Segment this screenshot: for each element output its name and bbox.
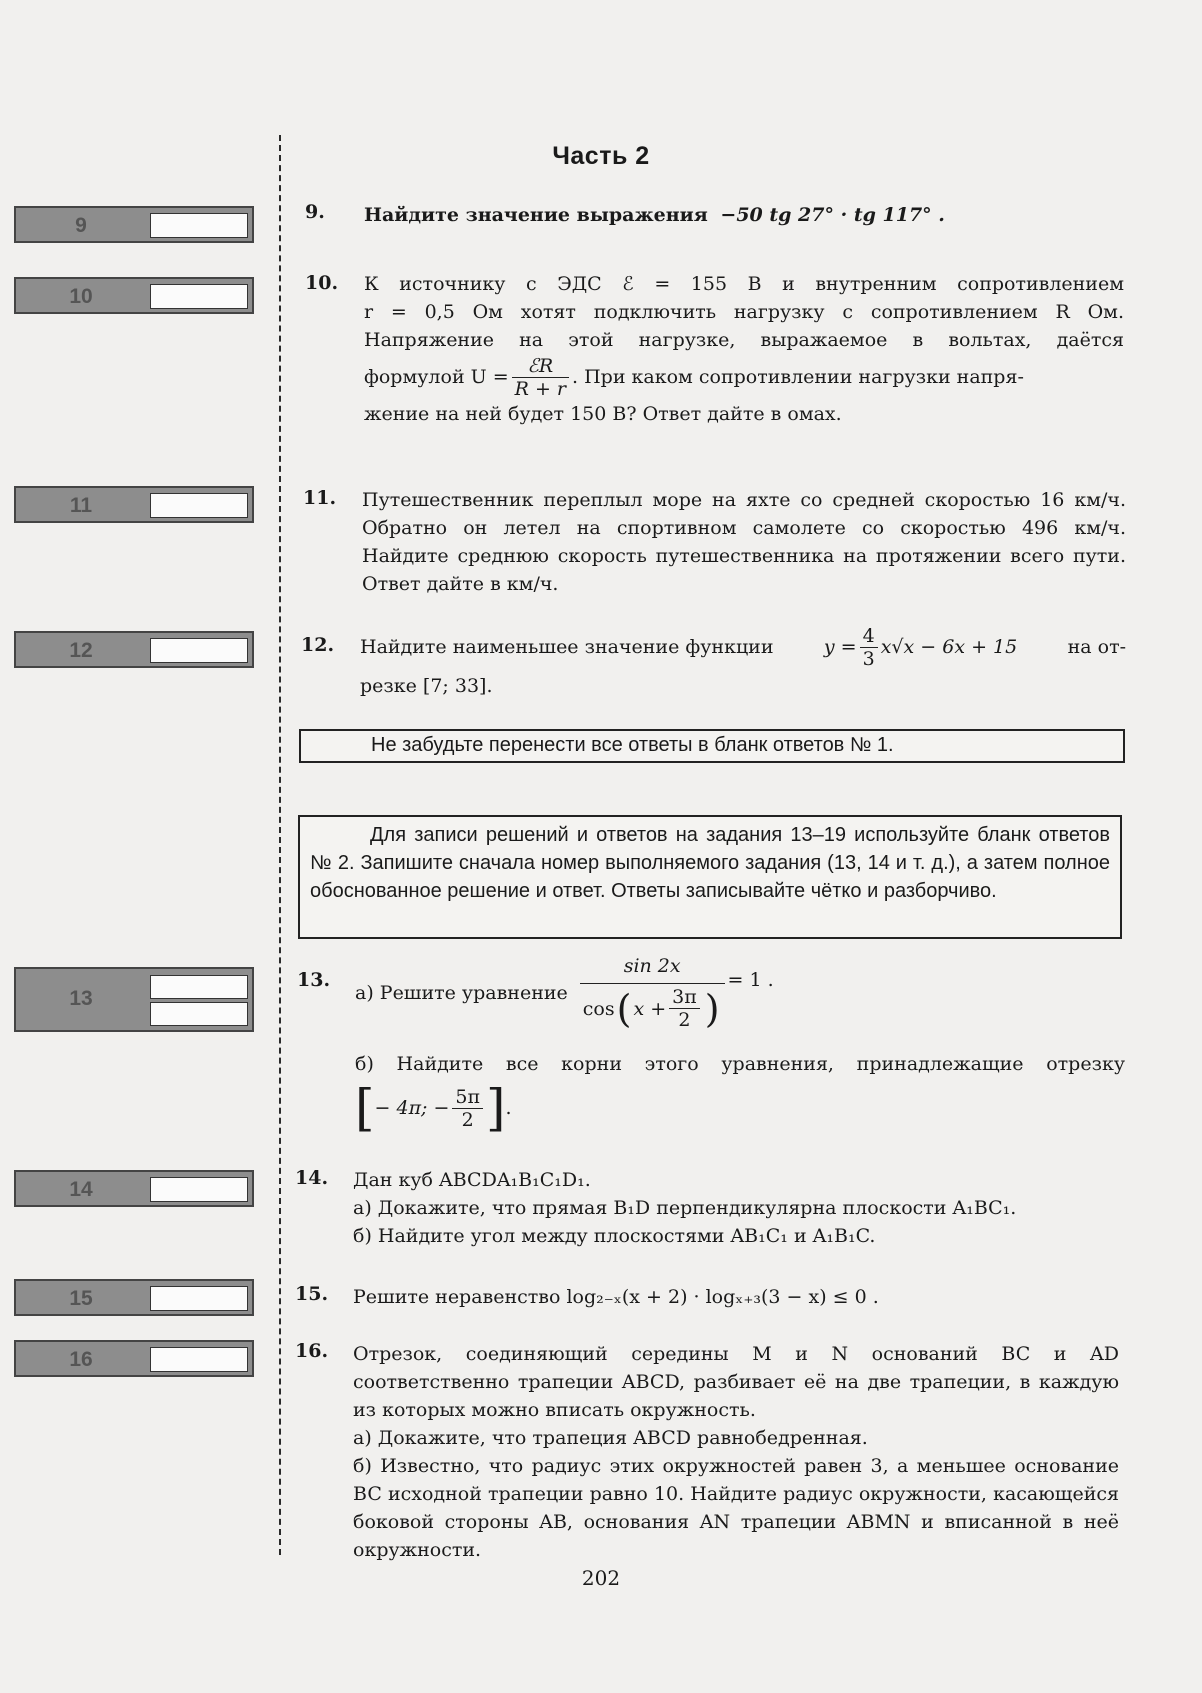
- task-13-cos: cos: [582, 997, 615, 1020]
- answer-field-12[interactable]: [150, 638, 248, 663]
- answer-box-14: [14, 1170, 254, 1207]
- task-12-function-tail: x√x − 6x + 15: [880, 636, 1018, 658]
- task-10: [364, 270, 1124, 428]
- task-16: [353, 1340, 1119, 1564]
- task-16-paragraph-3: б) Известно, что радиус этих окружностей равен 3, а меньшее основание BC исходной трапеции равно 10. Найдите радиус окружности, касающейся боковой стороны AB, основания AN трапеции ABMN и вписанной в неё окружности.: [353, 1455, 1119, 1561]
- answer-box-label: 15: [69, 1287, 93, 1310]
- answer-field-14[interactable]: [150, 1177, 248, 1202]
- task-12-line1: [360, 622, 1126, 672]
- task-16-number: 16.: [295, 1340, 329, 1362]
- task-10-fraction-denominator: R + r: [514, 377, 567, 400]
- task-13-bracket-close: ]: [486, 1079, 506, 1137]
- task-10-line1: К источнику с ЭДС ℰ = 155 В и внутренним сопротивлением: [364, 273, 1124, 295]
- task-13-interval: [355, 1078, 1125, 1138]
- task-10-line3: Напряжение на этой нагрузке, выражаемое в вольтах, даётся: [364, 329, 1124, 351]
- task-12-post: на от-: [1067, 636, 1126, 658]
- task-12-fraction: [860, 625, 878, 670]
- task-10-formula-post: . При каком сопротивлении нагрузки напря-: [572, 366, 1024, 388]
- answer-field-10[interactable]: [150, 284, 248, 309]
- task-11: Путешественник переплыл море на яхте со средней скоростью 16 км/ч. Обратно он летел на спортивном самолете со скоростью 496 км/ч. Найдите среднюю скорость путешественника на протяжении всего пути. Ответ дайте в км/ч.: [362, 489, 1126, 595]
- answer-box-label: 16: [69, 1348, 93, 1371]
- task-10-line5: жение на ней будет 150 В? Ответ дайте в омах.: [364, 403, 842, 425]
- page-number: 202: [581, 1566, 621, 1590]
- task-12-fraction-denominator: 3: [862, 647, 875, 670]
- task-13-numerator: sin 2x: [580, 955, 725, 984]
- task-13-paren-open: (: [616, 986, 632, 1031]
- task-10-number: 10.: [305, 272, 339, 294]
- task-13-inner-denominator: 2: [678, 1009, 691, 1031]
- answer-box-label: 12: [69, 639, 93, 662]
- task-13-equation-line: [355, 953, 1125, 1033]
- task-13-inner-fraction: [669, 986, 700, 1031]
- answer-box-15: [14, 1279, 254, 1316]
- task-13-x-plus: x +: [633, 997, 667, 1020]
- task-11-number: 11.: [303, 487, 337, 509]
- task-13-b-end: .: [505, 1097, 512, 1119]
- answer-box-16: [14, 1340, 254, 1377]
- task-9-expression: −50 tg 27° · tg 117° .: [720, 204, 945, 226]
- answer-box-9: [14, 206, 254, 243]
- answer-box-label: 13: [69, 987, 93, 1010]
- task-9: [364, 201, 1134, 229]
- answer-field-11[interactable]: [150, 493, 248, 518]
- task-13-interval-left: − 4π; −: [374, 1097, 450, 1119]
- answer-box-label: 11: [69, 494, 93, 517]
- task-10-formula-pre: формулой U =: [364, 366, 509, 388]
- answer-field-15[interactable]: [150, 1286, 248, 1311]
- task-14-line3: б) Найдите угол между плоскостями AB₁C₁ и A₁B₁C.: [353, 1225, 876, 1247]
- task-14-number: 14.: [295, 1167, 329, 1189]
- task-13-equals: = 1 .: [727, 969, 774, 991]
- task-13-inner-numerator: 3π: [669, 986, 700, 1009]
- answer-box-10: [14, 277, 254, 314]
- task-10-line2: r = 0,5 Ом хотят подключить нагрузку с сопротивлением R Ом.: [364, 301, 1124, 323]
- answer-field-13b[interactable]: [150, 1002, 248, 1026]
- task-9-number: 9.: [305, 201, 325, 223]
- task-13-interval-numerator: 5π: [452, 1086, 483, 1109]
- task-10-fraction: [512, 355, 569, 400]
- task-12-y: y =: [823, 636, 857, 658]
- task-13-interval-denominator: 2: [461, 1108, 474, 1131]
- task-10-formula-line: [364, 354, 1124, 400]
- answer-box-label: 9: [75, 214, 87, 237]
- task-12-number: 12.: [301, 634, 335, 656]
- notice-answer-form-2: [298, 815, 1122, 939]
- task-14: [353, 1166, 1123, 1250]
- answer-field-16[interactable]: [150, 1347, 248, 1372]
- task-13-part-b: [355, 1050, 1125, 1138]
- task-12-line2: резке [7; 33].: [360, 675, 493, 697]
- answer-box-11: [14, 486, 254, 523]
- answer-box-label: 14: [69, 1178, 93, 1201]
- task-13-denominator: [580, 984, 725, 1031]
- task-13-number: 13.: [297, 969, 331, 991]
- notice-transfer-answers-text: Не забудьте перенести все ответы в бланк ответов № 1.: [371, 734, 894, 756]
- task-15: Решите неравенство log₂₋ₓ(x + 2) · logₓ₊₃(3 − x) ≤ 0 .: [353, 1286, 879, 1308]
- answer-box-label: 10: [69, 285, 93, 308]
- task-9-text: Найдите значение выражения: [364, 204, 708, 226]
- task-12-function: [824, 625, 1017, 670]
- task-13-fraction: [580, 955, 725, 1031]
- notice-transfer-answers: [299, 729, 1125, 763]
- task-13-a-text: а) Решите уравнение: [355, 982, 568, 1004]
- task-15-number: 15.: [295, 1283, 329, 1305]
- task-13-bracket-open: [: [355, 1079, 375, 1137]
- task-13-part-a: [355, 953, 1125, 1033]
- task-12-text: Найдите наименьшее значение функции: [360, 636, 774, 658]
- cut-line: [279, 135, 281, 1555]
- task-13-paren-close: ): [704, 986, 720, 1031]
- answer-field-13a[interactable]: [150, 975, 248, 999]
- task-10-fraction-numerator: ℰR: [512, 355, 569, 378]
- task-14-line1: Дан куб ABCDA₁B₁C₁D₁.: [353, 1169, 591, 1191]
- answer-box-13: [14, 967, 254, 1032]
- notice-answer-form-2-text: Для записи решений и ответов на задания 13–19 используйте бланк ответов № 2. Запишите сначала номер выполняемого задания (13, 14 и т. д.), а затем полное обоснованное решение и ответ. Ответы записывайте чётко и разборчиво.: [310, 824, 1110, 902]
- task-12-fraction-numerator: 4: [860, 625, 878, 648]
- task-16-paragraph-1: Отрезок, соединяющий середины M и N оснований BC и AD соответственно трапеции ABCD, разбивает её на две трапеции, в каждую из которых можно вписать окружность.: [353, 1343, 1119, 1421]
- task-13-interval-fraction: [452, 1086, 483, 1131]
- task-16-paragraph-2: а) Докажите, что трапеция ABCD равнобедренная.: [353, 1427, 868, 1449]
- task-13-b-text: б) Найдите все корни этого уравнения, принадлежащие отрезку: [355, 1053, 1125, 1075]
- answer-box-12: [14, 631, 254, 668]
- part-title: Часть 2: [552, 142, 650, 170]
- answer-field-9[interactable]: [150, 213, 248, 238]
- task-14-line2: а) Докажите, что прямая B₁D перпендикулярна плоскости A₁BC₁.: [353, 1197, 1017, 1219]
- task-12: [360, 622, 1126, 700]
